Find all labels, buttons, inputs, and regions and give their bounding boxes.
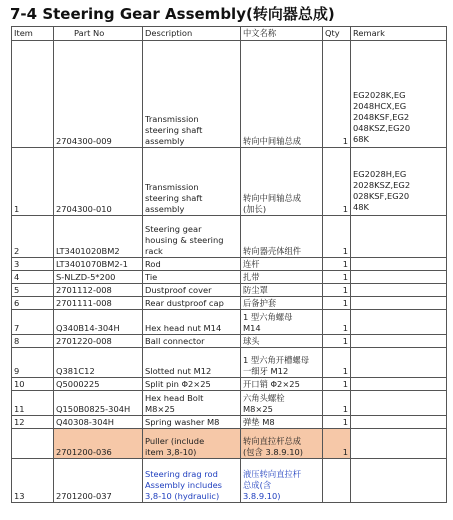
table-row <box>12 378 447 391</box>
cell-part-no: LT3401070BM2-1 <box>54 258 143 271</box>
cell-remark <box>351 335 447 348</box>
table-row <box>12 416 447 429</box>
table-row <box>12 284 447 297</box>
cell-qty: 1 <box>323 41 351 148</box>
table-row <box>12 148 447 216</box>
table-row <box>12 271 447 284</box>
cell-qty: 1 <box>323 348 351 378</box>
cell-description: Hex head Bolt M8×25 <box>143 391 241 416</box>
cell-remark <box>351 348 447 378</box>
cell-description: Split pin Φ2×25 <box>143 378 241 391</box>
cell-item <box>12 429 54 459</box>
cell-cn-name: 连杆 <box>241 258 323 271</box>
cell-part-no: LT3401020BM2 <box>54 216 143 258</box>
table-row <box>12 310 447 335</box>
cell-part-no: 2704300-009 <box>54 41 143 148</box>
cell-cn-name: 1 型六角开槽螺母 一细牙 M12 <box>241 348 323 378</box>
cell-part-no: 2701200-036 <box>54 429 143 459</box>
cell-remark <box>351 284 447 297</box>
cell-qty: 1 <box>323 271 351 284</box>
col-header-qty: Qty <box>323 27 351 41</box>
cell-description: Dustproof cover <box>143 284 241 297</box>
cell-remark <box>351 391 447 416</box>
table-row <box>12 391 447 416</box>
table-row <box>12 429 447 459</box>
cell-item: 10 <box>12 378 54 391</box>
cell-part-no: Q40308-304H <box>54 416 143 429</box>
cell-description: Transmission steering shaft assembly <box>143 41 241 148</box>
cell-qty: 1 <box>323 284 351 297</box>
cell-description: Rear dustproof cap <box>143 297 241 310</box>
cell-remark <box>351 429 447 459</box>
cell-item: 7 <box>12 310 54 335</box>
cell-remark <box>351 378 447 391</box>
cell-qty: 1 <box>323 258 351 271</box>
cell-description: Slotted nut M12 <box>143 348 241 378</box>
cell-cn-name: 转向中间轴总成 <box>241 41 323 148</box>
cell-remark <box>351 416 447 429</box>
cell-cn-name: 转向直拉杆总成 (包含 3.8.9.10) <box>241 429 323 459</box>
cell-item: 3 <box>12 258 54 271</box>
table-row <box>12 335 447 348</box>
cell-item: 11 <box>12 391 54 416</box>
cell-qty: 1 <box>323 297 351 310</box>
cell-part-no: 2704300-010 <box>54 148 143 216</box>
table-header-row <box>12 27 447 41</box>
cell-qty: 1 <box>323 429 351 459</box>
cell-qty: 1 <box>323 416 351 429</box>
cell-qty <box>323 459 351 503</box>
table-row <box>12 258 447 271</box>
cell-cn-name: 六角头螺栓 M8×25 <box>241 391 323 416</box>
cell-description: Ball connector <box>143 335 241 348</box>
cell-item: 9 <box>12 348 54 378</box>
cell-description: Spring washer M8 <box>143 416 241 429</box>
cell-part-no: Q5000225 <box>54 378 143 391</box>
cell-cn-name: 1 型六角螺母 M14 <box>241 310 323 335</box>
cell-remark <box>351 258 447 271</box>
cell-description: Puller (include item 3,8-10) <box>143 429 241 459</box>
cell-item: 5 <box>12 284 54 297</box>
table-row <box>12 41 447 148</box>
cell-description: Rod <box>143 258 241 271</box>
cell-cn-name: 扎带 <box>241 271 323 284</box>
cell-item: 13 <box>12 459 54 503</box>
cell-remark <box>351 216 447 258</box>
cell-part-no: 2701200-037 <box>54 459 143 503</box>
cell-qty: 1 <box>323 216 351 258</box>
cell-qty: 1 <box>323 335 351 348</box>
cell-cn-name: 开口销 Φ2×25 <box>241 378 323 391</box>
cell-qty: 1 <box>323 391 351 416</box>
cell-part-no: Q381C12 <box>54 348 143 378</box>
cell-qty: 1 <box>323 378 351 391</box>
cell-cn-name: 液压转向直拉杆 总成(含 3.8.9.10) <box>241 459 323 503</box>
cell-description: Hex head nut M14 <box>143 310 241 335</box>
cell-part-no: 2701220-008 <box>54 335 143 348</box>
cell-part-no: Q150B0825-304H <box>54 391 143 416</box>
cell-part-no: 2701111-008 <box>54 297 143 310</box>
cell-cn-name: 球头 <box>241 335 323 348</box>
cell-item: 12 <box>12 416 54 429</box>
table-row <box>12 297 447 310</box>
table-row <box>12 348 447 378</box>
cell-item: 4 <box>12 271 54 284</box>
parts-table <box>11 26 447 503</box>
cell-cn-name: 防尘罩 <box>241 284 323 297</box>
cell-qty: 1 <box>323 310 351 335</box>
cell-remark <box>351 310 447 335</box>
col-header-part-no: Part No <box>54 27 143 41</box>
col-header-item: Item <box>12 27 54 41</box>
cell-description: Tie <box>143 271 241 284</box>
col-header-description: Description <box>143 27 241 41</box>
cell-part-no: 2701112-008 <box>54 284 143 297</box>
cell-description: Transmission steering shaft assembly <box>143 148 241 216</box>
cell-description: Steering drag rod Assembly includes 3,8-10 (hydraulic) <box>143 459 241 503</box>
cell-item: 2 <box>12 216 54 258</box>
cell-remark <box>351 271 447 284</box>
col-header-cn-name: 中文名称 <box>241 27 323 41</box>
cell-item: 1 <box>12 148 54 216</box>
cell-part-no: Q340B14-304H <box>54 310 143 335</box>
cell-item <box>12 41 54 148</box>
cell-cn-name: 转向器壳体组件 <box>241 216 323 258</box>
cell-remark <box>351 459 447 503</box>
cell-description: Steering gear housing & steering rack <box>143 216 241 258</box>
page-title: 7-4 Steering Gear Assembly(转向器总成) <box>10 5 335 23</box>
cell-remark: EG2028K,EG 2048HCX,EG 2048KSF,EG2 048KSZ,EG20 68K <box>351 41 447 148</box>
cell-qty: 1 <box>323 148 351 216</box>
cell-remark: EG2028H,EG 2028KSZ,EG2 028KSF,EG20 48K <box>351 148 447 216</box>
col-header-remark: Remark <box>351 27 447 41</box>
table-row <box>12 459 447 503</box>
cell-item: 6 <box>12 297 54 310</box>
cell-cn-name: 转向中间轴总成 (加长) <box>241 148 323 216</box>
cell-part-no: S-NLZD-5*200 <box>54 271 143 284</box>
cell-remark <box>351 297 447 310</box>
cell-item: 8 <box>12 335 54 348</box>
table-row <box>12 216 447 258</box>
cell-cn-name: 弹垫 M8 <box>241 416 323 429</box>
cell-cn-name: 后备护套 <box>241 297 323 310</box>
